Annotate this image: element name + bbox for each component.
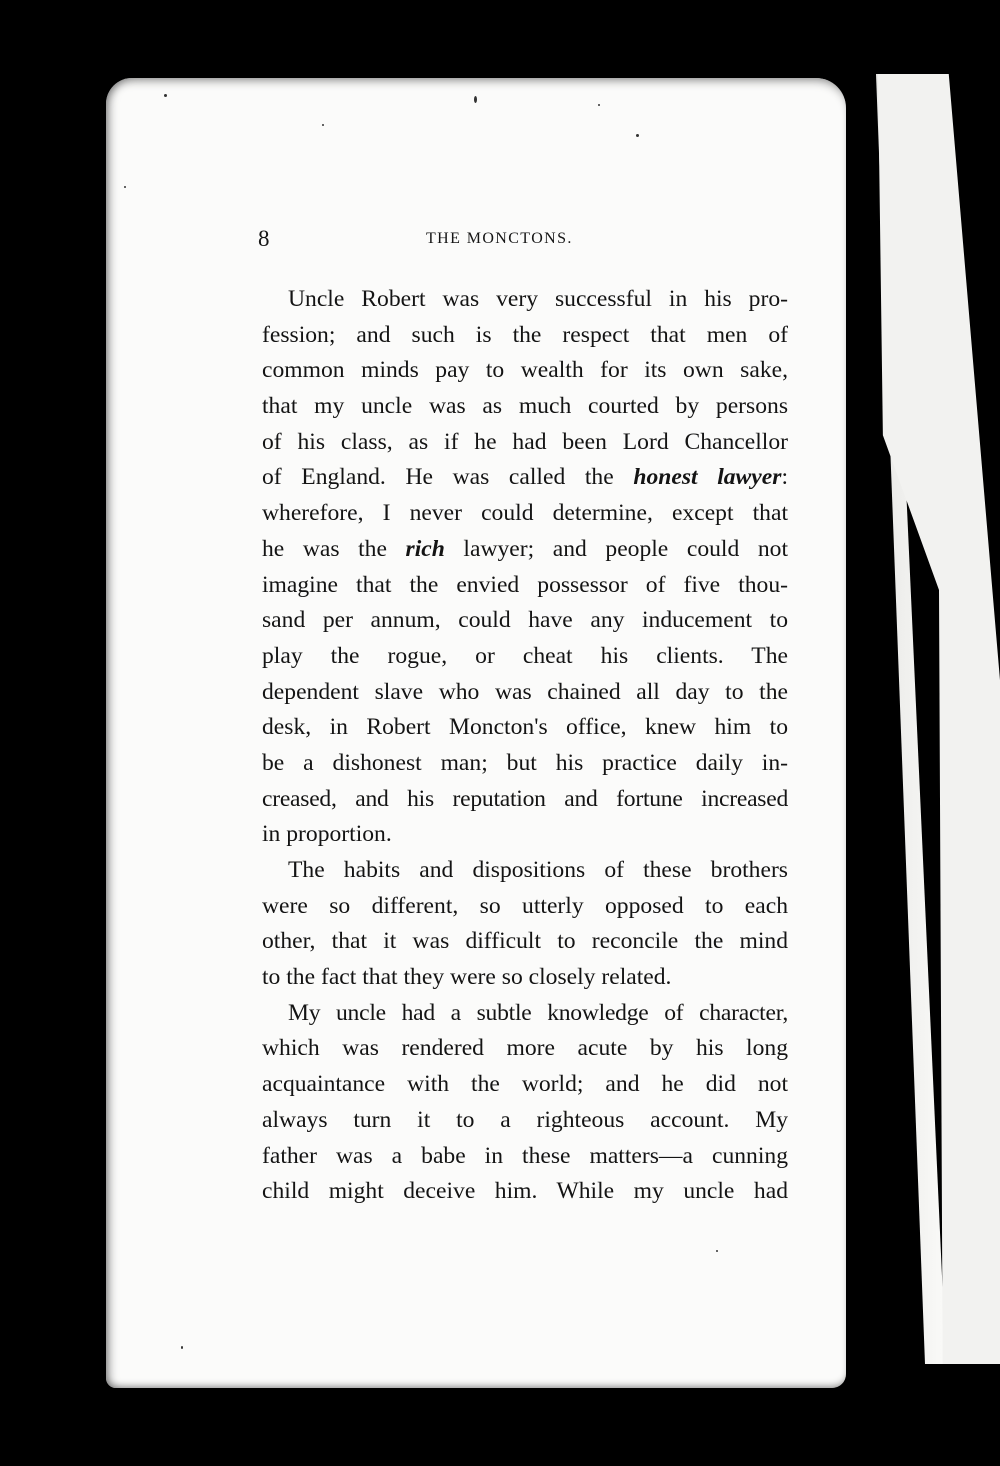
text-segment: lawyer; and people could not [444, 535, 788, 562]
text-line: to the fact that they were so closely related. [262, 964, 672, 991]
text-segment: of England. He was called the [262, 464, 634, 491]
text-line: of his class, as if he had been Lord Chancellor [262, 428, 788, 455]
scan-speck [164, 94, 167, 97]
text-line-with-italic [262, 532, 788, 568]
text-line: were so different, so utterly opposed to each [262, 892, 788, 919]
adjacent-page-shadow [878, 74, 1000, 1364]
scan-speck [636, 134, 639, 137]
text-line: be a dishonest man; but his practice daily in- [262, 749, 788, 776]
text-line-with-italic [262, 460, 788, 496]
scan-speck [598, 104, 600, 106]
italic-phrase: honest lawyer [633, 464, 782, 491]
text-line: imagine that the envied possessor of five thou- [262, 571, 788, 598]
page-number: 8 [258, 226, 270, 251]
text-line: father was a babe in these matters—a cunning [262, 1142, 788, 1169]
scan-speck [474, 96, 477, 103]
scan-speck [181, 1346, 183, 1349]
scan-speck [716, 1250, 718, 1252]
text-line: wherefore, I never could determine, except that [262, 500, 788, 527]
text-line: always turn it to a righteous account. My [262, 1106, 788, 1133]
body-text [262, 282, 788, 1210]
text-line: play the rogue, or cheat his clients. The [262, 642, 788, 669]
text-line: common minds pay to wealth for its own sake, [262, 357, 788, 384]
text-line: acquaintance with the world; and he did not [262, 1071, 788, 1098]
running-head [258, 226, 788, 256]
scan-speck [124, 186, 126, 188]
text-line: My uncle had a subtle knowledge of character, [288, 999, 788, 1026]
text-line: desk, in Robert Moncton's office, knew him to [262, 714, 788, 741]
text-line: other, that it was difficult to reconcile the mind [262, 928, 788, 955]
text-segment: : [781, 464, 788, 491]
text-line: dependent slave who was chained all day to the [262, 678, 788, 705]
text-line: which was rendered more acute by his long [262, 1035, 788, 1062]
scan-speck [322, 124, 324, 126]
text-line: in proportion. [262, 821, 392, 848]
text-line: that my uncle was as much courted by persons [262, 393, 788, 420]
italic-phrase: rich [405, 535, 445, 562]
text-line: Uncle Robert was very successful in his pro- [288, 286, 788, 312]
text-line: The habits and dispositions of these brothers [288, 857, 788, 883]
text-segment: he was the [262, 535, 406, 562]
text-line: fession; and such is the respect that men of [262, 321, 788, 348]
text-line: child might deceive him. While my uncle had [262, 1178, 788, 1205]
page-title: THE MONCTONS. [426, 230, 573, 247]
text-line: sand per annum, could have any inducement to [262, 607, 788, 634]
text-line: creased, and his reputation and fortune increased [262, 785, 788, 812]
